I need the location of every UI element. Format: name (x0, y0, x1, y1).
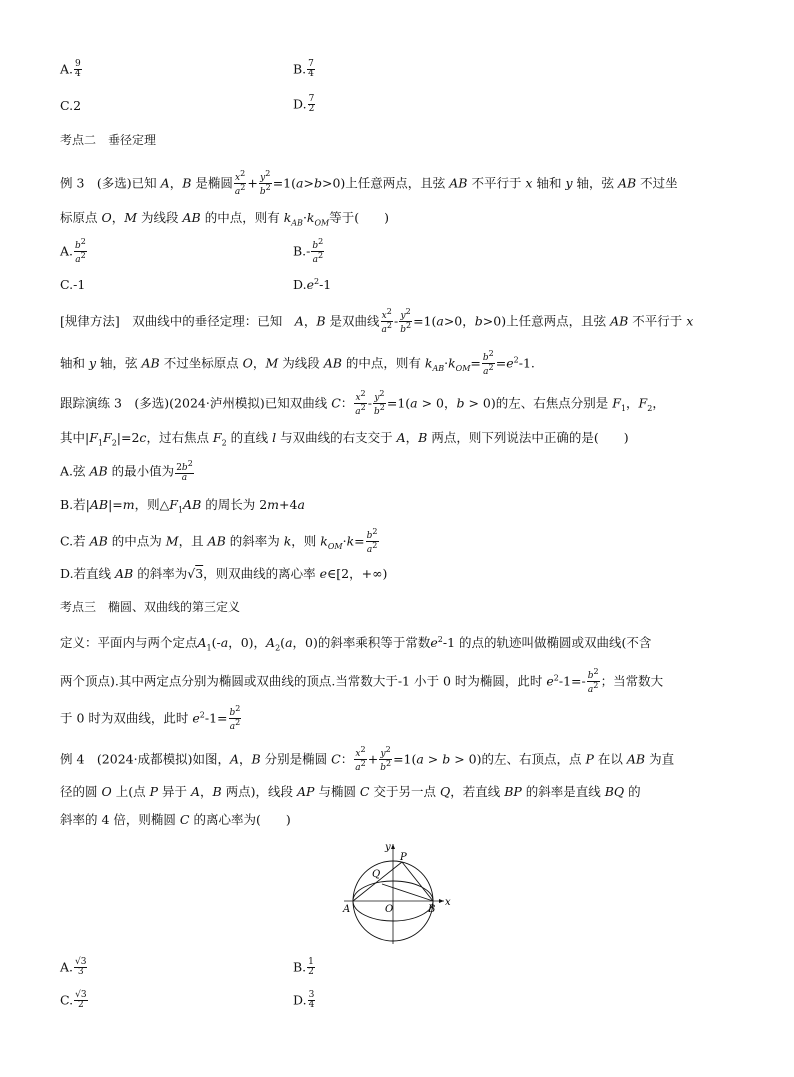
option-d-ex3: $D.e^2-1$ (293, 277, 332, 293)
option-a-ex3: A. $\frac{b^2}{a^2}$ (60, 237, 86, 266)
fraction: $\frac{9}{4}$ (75, 59, 81, 80)
y-axis-arrow (391, 844, 395, 849)
example-3-line-2: 标原点 O，M 为线段 AB 的中点，则有 $k_{AB}\cdot k_{OM}$等于( ) (60, 210, 390, 228)
section-heading-2: 考点二 垂径定理 (60, 133, 157, 147)
label-x: x (445, 897, 451, 908)
definition-line-3: 于 0 时为双曲线，此时 $e^2-1=$ $\frac{b^2}{a^2}$ (60, 704, 241, 733)
track-3-option-b: B.若|AB|=m，则$\triangle F_1AB$ 的周长为 2m+4a (60, 497, 305, 515)
label-q: Q (372, 869, 381, 880)
example-4-line-3: 斜率的 4 倍，则椭圆 C 的离心率为( ) (60, 812, 291, 827)
option-a-prev: A. $\frac{9}{4}$ (60, 59, 81, 80)
label-p: P (400, 852, 407, 863)
option-c-prev: C.2 (60, 98, 82, 113)
option-b-ex3: B.- $\frac{b^2}{a^2}$ (293, 237, 324, 266)
option-c-ex3: C.-1 (60, 277, 86, 292)
method-line-1: [规律方法] 双曲线中的垂径定理：已知 A，B 是双曲线 $\frac{x^2}{a^2}$ - $\frac{y^2}{b^2}$ =1(a>0，b>0)上任意两点，且弦 AB 不平行于 x (60, 307, 694, 336)
definition-line-1: 定义：平面内与两个定点$A_1(-a$，0)，$A_2(a$，0)的斜率乘积等于常数$e^2-1$ 的点的轨迹叫做椭圆或双曲线(不含 (60, 635, 652, 653)
option-d-ex4: D. $\frac{3}{4}$ (293, 990, 315, 1011)
track-3-option-d: D.若直线 AB 的斜率为√3，则双曲线的离心率 e∈[2，+∞) (60, 566, 388, 581)
method-line-2: 轴和 y 轴，弦 AB 不过坐标原点 O，M 为线段 AB 的中点，则有 $k_{AB}\cdot k_{OM}=$ $\frac{b^2}{a^2}$ $=e^2-1$. (60, 349, 535, 378)
example-4-line-2: 径的圆 O 上(点 P 异于 A，B 两点)，线段 AP 与椭圆 C 交于另一点 Q，若直线 BP 的斜率是直线 BQ 的 (60, 784, 641, 799)
segment-ap (353, 862, 402, 901)
track-3-line-1: 跟踪演练 3 (多选)(2024·泸州模拟)已知双曲线 C： $\frac{x^2}{a^2}$ - $\frac{y^2}{b^2}$ =1(a > 0，b > 0)的左、右焦点分别是 $F_1$，$F_2$， (60, 389, 665, 418)
example-3-line-1: 例 3 (多选)已知 A，B 是椭圆 $\frac{x^2}{a^2}$ + $\frac{y^2}{b^2}$ =1(a>b>0)上任意两点，且弦 AB 不平行于 x 轴和 y 轴，弦 AB 不过坐 (60, 169, 678, 198)
option-d-prev: D. $\frac{7}{2}$ (293, 94, 315, 115)
option-b-ex4: B. $\frac{1}{2}$ (293, 957, 314, 978)
label-o: O (385, 904, 394, 915)
definition-line-2: 两个顶点).其中两定点分别为椭圆或双曲线的顶点.当常数大于-1 小于 0 时为椭圆，此时 $e^2-1=-$ $\frac{b^2}{a^2}$ ；当常数大 (60, 667, 664, 696)
track-3-option-a: A.弦 AB 的最小值为 $\frac{2b^2}{a}$ (60, 459, 193, 484)
x-axis-arrow (439, 899, 444, 903)
track-3-line-2: 其中$|F_1F_2|=2c$，过右焦点 $F_2$ 的直线 l 与双曲线的右支交于 A，B 两点，则下列说法中正确的是( ) (60, 430, 629, 448)
option-c-ex4: C. $\frac{√3}{2}$ (60, 990, 87, 1011)
section-heading-3: 考点三 椭圆、双曲线的第三定义 (60, 600, 241, 614)
track-3-option-c: C.若 AB 的中点为 M，且 AB 的斜率为 k，则 $k_{OM}\cdot k=$ $\frac{b^2}{a^2}$ (60, 527, 378, 556)
option-b-prev: B. $\frac{7}{4}$ (293, 59, 314, 80)
example-4-line-1: 例 4 (2024·成都模拟)如图，A，B 分别是椭圆 C： $\frac{x^2}{a^2}$ + $\frac{y^2}{b^2}$ =1(a > b > 0)的左、右顶点，点 P 在以 AB 为直 (60, 745, 675, 774)
segment-bq (382, 884, 433, 901)
ellipse-circle-diagram (330, 838, 460, 948)
label-a: A (343, 904, 351, 915)
option-a-ex4: A. $\frac{√3}{3}$ (60, 957, 87, 978)
label-b: B (428, 904, 436, 915)
label-y: y (385, 842, 391, 853)
